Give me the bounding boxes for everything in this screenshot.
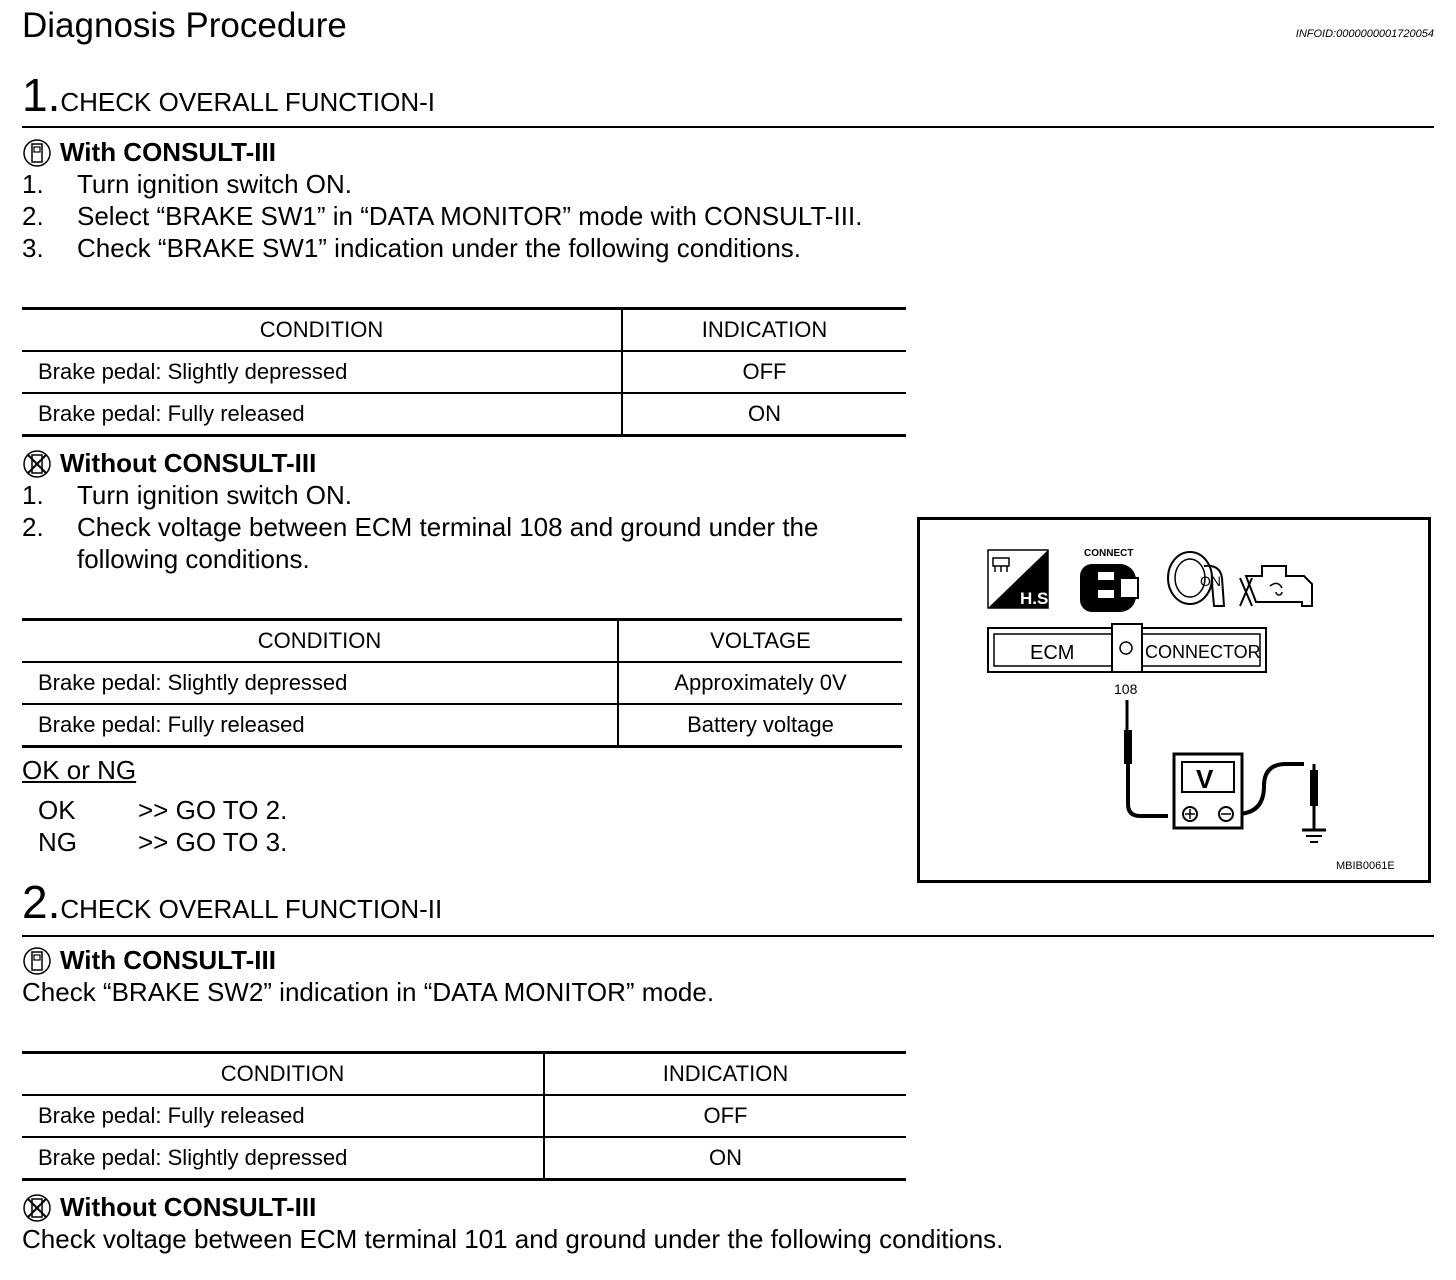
step-1-without-item-2-cont: following conditions.	[77, 544, 310, 574]
table-cell: Brake pedal: Slightly depressed	[22, 662, 618, 704]
step-2-rule	[22, 935, 1434, 937]
table-cell: OFF	[544, 1095, 906, 1137]
info-id: INFOID:0000000001720054	[1295, 28, 1434, 40]
engine-icon	[1240, 566, 1312, 606]
step-1-with-item-1: 1. Turn ignition switch ON.	[22, 169, 353, 199]
without-consult-label-1	[22, 448, 316, 479]
with-consult-label-1	[22, 137, 276, 168]
table-cell: Brake pedal: Fully released	[22, 1095, 544, 1137]
ecm-terminal-108-diagram	[917, 517, 1431, 883]
connector-label: CONNECTOR	[1145, 642, 1261, 662]
with-consult-label-2	[22, 945, 276, 976]
without-consult-text: Without CONSULT-III	[60, 448, 317, 478]
table-row	[22, 1137, 906, 1180]
table-cell: OFF	[622, 351, 906, 393]
table-cell: Battery voltage	[618, 704, 902, 747]
table-header-cell: CONDITION	[22, 309, 622, 352]
no-consult-tool-icon	[22, 1193, 52, 1223]
diagram-drawing	[920, 520, 1428, 880]
ignition-on-icon	[1168, 552, 1224, 606]
step-2-heading	[22, 876, 443, 928]
table-cell: Brake pedal: Fully released	[38, 712, 305, 737]
ecm-connector	[988, 624, 1266, 697]
step-2-number: 2.	[22, 876, 61, 928]
table-header-cell: INDICATION	[622, 309, 906, 352]
table-header-cell: CONDITION	[22, 620, 618, 663]
voltmeter-icon	[1174, 754, 1242, 828]
table-cell: ON	[622, 393, 906, 436]
consult-tool-icon	[22, 946, 52, 976]
table-cell: ON	[544, 1137, 906, 1180]
ok-result: OK >> GO TO 2.	[38, 795, 288, 825]
step-1-with-item-3: 3. Check “BRAKE SW1” indication under the following conditions.	[22, 233, 802, 263]
step-2-without-instruction: Check voltage between ECM terminal 101 and ground under the following conditions.	[22, 1224, 1004, 1254]
brake-sw2-table	[22, 1051, 906, 1181]
table-cell: Approximately 0V	[618, 662, 902, 704]
with-consult-text: With CONSULT-III	[60, 137, 276, 167]
without-consult-text: Without CONSULT-III	[60, 1192, 317, 1222]
step-1-with-item-2: 2. Select “BRAKE SW1” in “DATA MONITOR” mode with CONSULT-III.	[22, 201, 863, 231]
no-consult-tool-icon	[22, 449, 52, 479]
connect-icon	[1080, 548, 1138, 612]
table-header-row	[22, 309, 906, 352]
brake-sw1-table	[22, 307, 906, 437]
figure-code: MBIB0061E	[1336, 860, 1395, 872]
page-title: Diagnosis Procedure	[22, 6, 347, 45]
consult-tool-icon	[22, 138, 52, 168]
table-header-cell: VOLTAGE	[618, 620, 902, 663]
step-2-with-instruction: Check “BRAKE SW2” indication in “DATA MONITOR” mode.	[22, 977, 715, 1007]
table-cell: Brake pedal: Slightly depressed	[22, 351, 622, 393]
table-row	[22, 662, 902, 704]
table-row	[22, 351, 906, 393]
step-1-title: CHECK OVERALL FUNCTION-I	[60, 87, 436, 117]
ok-ng-label: OK or NG	[22, 755, 137, 785]
step-1-number: 1.	[22, 69, 61, 121]
table-header-row	[22, 620, 902, 663]
on-label: ON	[1200, 573, 1221, 589]
connect-label: CONNECT	[1084, 548, 1134, 559]
table-row	[22, 704, 902, 747]
table-header-cell: INDICATION	[544, 1053, 906, 1096]
table-header-cell: CONDITION	[22, 1053, 544, 1096]
harness-shop-icon	[988, 550, 1053, 608]
ng-result: NG >> GO TO 3.	[38, 827, 288, 857]
without-consult-label-2	[22, 1192, 316, 1223]
ecm-108-voltage-table	[22, 618, 902, 748]
table-cell: Brake pedal: Slightly depressed	[38, 1145, 348, 1170]
with-consult-text: With CONSULT-III	[60, 945, 276, 975]
step-2-title: CHECK OVERALL FUNCTION-II	[60, 894, 443, 924]
hs-label: H.S.	[1020, 589, 1054, 608]
table-row	[22, 393, 906, 436]
ecm-label: ECM	[1030, 642, 1075, 664]
step-1-rule	[22, 126, 1434, 128]
table-cell: Brake pedal: Fully released	[38, 401, 305, 426]
table-header-row	[22, 1053, 906, 1096]
step-1-heading	[22, 69, 436, 121]
voltmeter-label: V	[1196, 764, 1214, 794]
terminal-108-label: 108	[1114, 681, 1138, 697]
table-row	[22, 1095, 906, 1137]
step-1-without-item-2: 2. Check voltage between ECM terminal 108 and ground under the	[22, 512, 819, 542]
step-1-without-item-1: 1. Turn ignition switch ON.	[22, 480, 353, 510]
